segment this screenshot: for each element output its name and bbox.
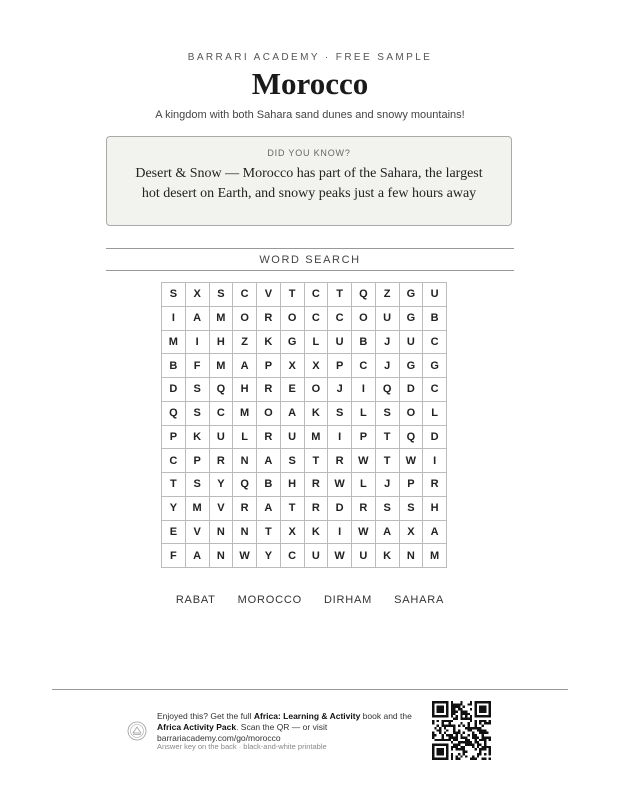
grid-cell: C: [233, 283, 257, 307]
grid-row: [162, 354, 447, 378]
grid-row: [162, 521, 447, 545]
grid-cell: U: [352, 544, 376, 568]
grid-cell: Z: [376, 283, 400, 307]
grid-cell: V: [210, 497, 234, 521]
grid-cell: R: [328, 449, 352, 473]
grid-cell: D: [328, 497, 352, 521]
grid-cell: G: [400, 307, 424, 331]
grid-cell: H: [423, 497, 447, 521]
grid-cell: D: [162, 378, 186, 402]
grid-cell: S: [162, 283, 186, 307]
grid-cell: J: [376, 354, 400, 378]
page-subtitle: A kingdom with both Sahara sand dunes and snowy mountains!: [155, 109, 465, 121]
grid-cell: U: [328, 331, 352, 355]
grid-cell: N: [233, 521, 257, 545]
grid-cell: G: [400, 354, 424, 378]
grid-cell: O: [400, 402, 424, 426]
footer-rule: [52, 689, 568, 690]
grid-cell: N: [400, 544, 424, 568]
grid-cell: U: [281, 426, 305, 450]
grid-cell: C: [423, 331, 447, 355]
grid-cell: A: [257, 497, 281, 521]
word-search-grid: [161, 282, 447, 568]
grid-cell: C: [305, 283, 329, 307]
grid-row: [162, 449, 447, 473]
grid-cell: Y: [257, 544, 281, 568]
grid-cell: S: [186, 402, 210, 426]
grid-cell: T: [281, 497, 305, 521]
grid-cell: C: [352, 354, 376, 378]
grid-cell: J: [376, 473, 400, 497]
grid-cell: I: [328, 521, 352, 545]
grid-cell: R: [423, 473, 447, 497]
grid-cell: S: [186, 473, 210, 497]
grid-cell: Q: [376, 378, 400, 402]
grid-cell: M: [423, 544, 447, 568]
qr-code-icon[interactable]: [432, 701, 491, 760]
grid-cell: P: [400, 473, 424, 497]
grid-cell: K: [305, 521, 329, 545]
grid-cell: S: [328, 402, 352, 426]
grid-cell: B: [162, 354, 186, 378]
grid-cell: U: [423, 283, 447, 307]
grid-cell: P: [352, 426, 376, 450]
grid-cell: W: [328, 473, 352, 497]
grid-cell: S: [210, 283, 234, 307]
word-list-item: SAHARA: [394, 594, 445, 606]
grid-cell: B: [423, 307, 447, 331]
grid-cell: L: [352, 402, 376, 426]
promo-text: [157, 711, 427, 744]
grid-cell: P: [257, 354, 281, 378]
grid-cell: X: [281, 521, 305, 545]
grid-cell: I: [186, 331, 210, 355]
grid-cell: R: [210, 449, 234, 473]
grid-cell: J: [376, 331, 400, 355]
grid-row: [162, 497, 447, 521]
grid-cell: T: [257, 521, 281, 545]
grid-row: [162, 544, 447, 568]
grid-cell: M: [305, 426, 329, 450]
promo-text-1: Enjoyed this? Get the full: [157, 711, 254, 721]
grid-cell: W: [352, 521, 376, 545]
grid-cell: I: [162, 307, 186, 331]
grid-cell: T: [328, 283, 352, 307]
grid-cell: A: [281, 402, 305, 426]
grid-cell: L: [423, 402, 447, 426]
grid-cell: P: [328, 354, 352, 378]
grid-cell: K: [376, 544, 400, 568]
grid-cell: W: [352, 449, 376, 473]
grid-cell: S: [400, 497, 424, 521]
grid-cell: G: [423, 354, 447, 378]
grid-cell: Q: [210, 378, 234, 402]
did-you-know-text: Desert & Snow — Morocco has part of the Sahara, the largest hot desert on Earth, and snowy peaks just a few hours away: [135, 166, 483, 201]
grid-cell: R: [257, 307, 281, 331]
grid-cell: Q: [162, 402, 186, 426]
grid-cell: T: [281, 283, 305, 307]
grid-cell: A: [233, 354, 257, 378]
grid-cell: C: [328, 307, 352, 331]
grid-cell: E: [281, 378, 305, 402]
grid-cell: X: [400, 521, 424, 545]
grid-cell: I: [352, 378, 376, 402]
grid-cell: O: [352, 307, 376, 331]
grid-row: [162, 378, 447, 402]
grid-cell: N: [233, 449, 257, 473]
grid-cell: A: [186, 307, 210, 331]
promo-pack-title: Africa Activity Pack: [157, 722, 237, 732]
grid-cell: H: [281, 473, 305, 497]
grid-cell: E: [162, 521, 186, 545]
grid-cell: K: [257, 331, 281, 355]
grid-cell: V: [257, 283, 281, 307]
grid-row: [162, 402, 447, 426]
grid-cell: J: [328, 378, 352, 402]
grid-cell: L: [352, 473, 376, 497]
grid-cell: F: [186, 354, 210, 378]
grid-cell: N: [210, 544, 234, 568]
grid-cell: S: [281, 449, 305, 473]
grid-cell: T: [376, 426, 400, 450]
section-rule-top: [106, 248, 514, 249]
grid-cell: W: [233, 544, 257, 568]
grid-cell: X: [186, 283, 210, 307]
grid-cell: U: [400, 331, 424, 355]
grid-cell: A: [186, 544, 210, 568]
grid-cell: A: [257, 449, 281, 473]
grid-cell: I: [423, 449, 447, 473]
grid-cell: M: [186, 497, 210, 521]
grid-cell: W: [328, 544, 352, 568]
grid-cell: U: [376, 307, 400, 331]
grid-cell: Q: [352, 283, 376, 307]
grid-cell: X: [305, 354, 329, 378]
grid-cell: M: [210, 354, 234, 378]
did-you-know-label: DID YOU KNOW?: [267, 148, 351, 158]
word-list: [0, 594, 620, 606]
page-title: Morocco: [251, 66, 369, 101]
grid-cell: C: [423, 378, 447, 402]
promo-book-title: Africa: Learning & Activity: [253, 711, 361, 721]
grid-cell: C: [305, 307, 329, 331]
grid-row: [162, 426, 447, 450]
grid-cell: T: [376, 449, 400, 473]
grid-cell: K: [305, 402, 329, 426]
grid-cell: S: [376, 402, 400, 426]
grid-cell: M: [162, 331, 186, 355]
grid-cell: R: [305, 473, 329, 497]
grid-cell: P: [162, 426, 186, 450]
grid-cell: C: [162, 449, 186, 473]
grid-cell: I: [328, 426, 352, 450]
grid-cell: U: [210, 426, 234, 450]
promo-text-3: . Scan the QR — or visit barrariacademy.com/go/morocco: [157, 722, 328, 743]
grid-cell: R: [257, 378, 281, 402]
grid-cell: M: [210, 307, 234, 331]
grid-cell: K: [186, 426, 210, 450]
grid-cell: Q: [400, 426, 424, 450]
section-rule-bottom: [106, 270, 514, 271]
grid-cell: B: [352, 331, 376, 355]
grid-cell: N: [210, 521, 234, 545]
grid-cell: B: [257, 473, 281, 497]
grid-cell: H: [210, 331, 234, 355]
grid-cell: X: [281, 354, 305, 378]
did-you-know-box: [106, 136, 512, 226]
grid-row: [162, 331, 447, 355]
grid-cell: C: [281, 544, 305, 568]
grid-cell: L: [233, 426, 257, 450]
grid-cell: D: [400, 378, 424, 402]
grid-cell: Q: [233, 473, 257, 497]
grid-cell: M: [233, 402, 257, 426]
word-list-item: MOROCCO: [237, 594, 302, 606]
grid-cell: O: [305, 378, 329, 402]
grid-cell: G: [400, 283, 424, 307]
grid-cell: A: [423, 521, 447, 545]
grid-cell: H: [233, 378, 257, 402]
grid-cell: U: [305, 544, 329, 568]
grid-cell: W: [400, 449, 424, 473]
grid-cell: R: [352, 497, 376, 521]
grid-cell: A: [376, 521, 400, 545]
grid-cell: L: [305, 331, 329, 355]
academy-seal-icon: [127, 721, 147, 741]
grid-row: [162, 473, 447, 497]
grid-row: [162, 307, 447, 331]
grid-cell: S: [376, 497, 400, 521]
grid-cell: Y: [210, 473, 234, 497]
grid-cell: T: [305, 449, 329, 473]
grid-cell: F: [162, 544, 186, 568]
grid-cell: R: [233, 497, 257, 521]
eyebrow: BARRARI ACADEMY · FREE SAMPLE: [187, 52, 433, 63]
grid-cell: G: [281, 331, 305, 355]
grid-cell: O: [257, 402, 281, 426]
word-search-label: WORD SEARCH: [259, 254, 361, 266]
grid-row: [162, 283, 447, 307]
answer-key-note: Answer key on the back · black-and-white printable: [157, 742, 327, 751]
word-list-item: DIRHAM: [323, 594, 373, 606]
grid-cell: Z: [233, 331, 257, 355]
grid-cell: D: [423, 426, 447, 450]
grid-cell: O: [233, 307, 257, 331]
grid-cell: R: [305, 497, 329, 521]
grid-cell: S: [186, 378, 210, 402]
grid-cell: Y: [162, 497, 186, 521]
grid-cell: R: [257, 426, 281, 450]
grid-cell: V: [186, 521, 210, 545]
word-list-item: RABAT: [175, 594, 216, 606]
grid-cell: T: [162, 473, 186, 497]
promo-text-2: book and the: [360, 711, 412, 721]
grid-cell: C: [210, 402, 234, 426]
grid-cell: O: [281, 307, 305, 331]
grid-cell: P: [186, 449, 210, 473]
